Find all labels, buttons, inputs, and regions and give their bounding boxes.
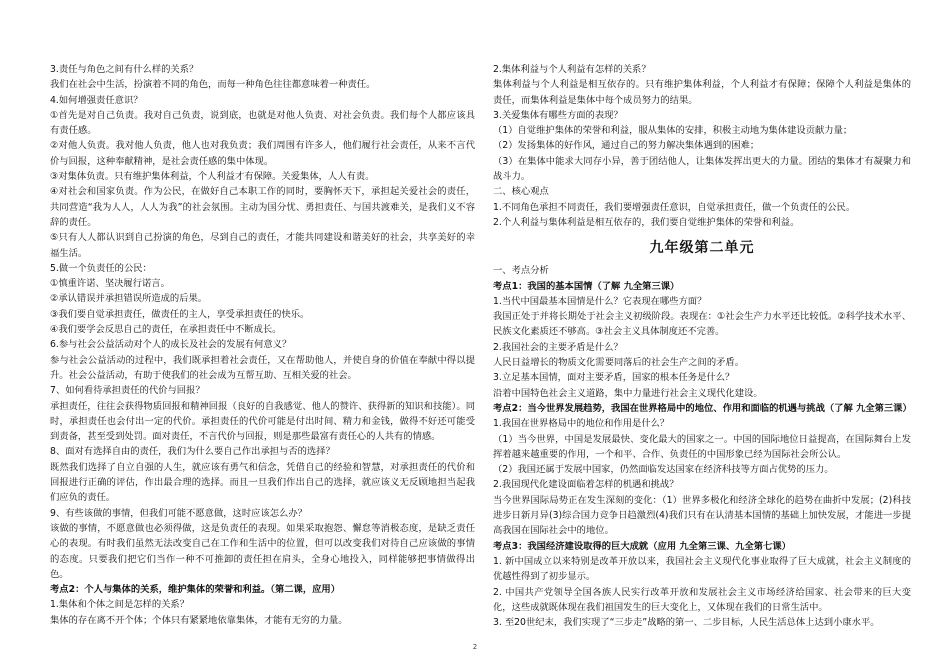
paragraph: 我国正处于并将长期处于社会主义初级阶段。表现在：①社会生产力水平还比较低。②科学技术水平、民族文化素质还不够高。③社会主义具体制度还不完善。 — [493, 311, 911, 338]
paragraph: 集体利益与个人利益是相互依存的。只有维护集体利益，个人利益才有保障；保障个人利益是集体的责任，而集体利益是集体中每个成员努力的结果。 — [493, 79, 911, 106]
right-column-top-section — [493, 62, 911, 230]
paragraph: 8、面对有选择自由的责任，我们为什么要自己作出承担与否的选择？ — [50, 446, 335, 458]
paragraph: 3. 至20世纪末，我们实现了“三步走”战略的第一、二步目标，人民生活总体上达到小康水平。 — [493, 617, 880, 629]
paragraph: 一、考点分析 — [493, 265, 549, 277]
paragraph: 2. 中国共产党领导全国各族人民实行改革开放和发展社会主义市场经济给国家、社会带来的巨大变化，这些成就既体现在我们祖国发生的巨大变化上，又体现在我们的日常生活中。 — [493, 586, 911, 613]
paragraph: ②对他人负责。我对他人负责，他人也对我负责；我们周围有许多人，他们履行社会责任，从来不言代价与回报，这种奉献精神，是社会责任感的集中体现。 — [50, 140, 475, 167]
section-heading: 考点3：我国经济建设取得的巨大成就（应用 九全第三课、九全第七课） — [493, 540, 791, 552]
paragraph: 6.参与社会公益活动对个人的成长及社会的发展有何意义？ — [50, 339, 292, 351]
paragraph: ③对集体负责。只有维护集体利益，个人利益才有保障。关爱集体，人人有责。 — [50, 171, 375, 183]
section-heading: 考点2：当今世界发展趋势，我国在世界格局中的地位、作用和面临的机遇与挑战（了解 九全第三课） — [493, 402, 912, 414]
paragraph: ①首先是对自己负责。我对自己负责，说到底，也就是对他人负责、对社会负责。我们每个人都应该具有责任感。 — [50, 109, 475, 137]
paragraph: 5.做一个负责任的公民： — [50, 262, 152, 274]
paragraph: 1.集体和个体之间是怎样的关系？ — [50, 599, 190, 611]
paragraph: （2）我国还属于发展中国家，仍然面临发达国家在经济科技等方面占优势的压力。 — [493, 464, 834, 476]
paragraph: 7、如何看待承担责任的代价与回报？ — [50, 385, 205, 397]
paragraph: ①慎重许诺、坚决履行诺言。 — [50, 278, 170, 290]
paragraph: 集体的存在离不开个体；个体只有紧紧地依靠集体，才能有无穷的力量。 — [50, 614, 348, 626]
right-column-bottom-section — [493, 263, 911, 630]
paragraph: ④对社会和国家负责。作为公民，在做好自己本职工作的同时，要胸怀天下，承担起关爱社会的责任，共同营造“我为人人，人人为我”的社会氛围。主动为国分忧、勇担责任、与国共渡难关，是我们义不容辞的责任。 — [50, 186, 475, 228]
paragraph: 3.立足基本国情，面对主要矛盾，国家的根本任务是什么？ — [493, 372, 735, 384]
unit-title: 九年级第二单元 — [649, 240, 755, 257]
paragraph: 4.如何增强责任意识？ — [50, 94, 143, 106]
paragraph: （2）发扬集体的好作风，通过自己的努力解决集体遇到的困难； — [493, 140, 760, 152]
paragraph: 该做的事情，不愿意做也必须得做，这是负责任的表现。如果采取抱怨、懈怠等消极态度，是缺乏责任心的表现。有时我们虽然无法改变自己在工作和生活中的位置，但可以改变我们对待自己应该做的事情的态度。只要我们把它们当作一种不可推卸的责任担在肩头，全身心地投入，同样能够把事情做得出色。 — [50, 522, 475, 580]
paragraph: 二、核心观点 — [493, 186, 549, 198]
left-column — [50, 62, 475, 628]
paragraph: 沿着中国特色社会主义道路，集中力量进行社会主义现代化建设。 — [493, 387, 763, 399]
paragraph: 1.不同角色承担不同责任，我们要增强责任意识，自觉承担责任，做一个负责任的公民。 — [493, 201, 856, 213]
paragraph: 当今世界国际局势正在发生深刻的变化：（1）世界多极化和经济全球化的趋势在曲折中发展；(2)科技进步日新月异(3)综合国力竞争日趋激烈(4)我们只有在认清基本国情的基础上加快发展，才能进一步提高我国在国际社会中的地位。 — [493, 494, 911, 537]
paragraph: （1）当今世界，中国是发展最快、变化最大的国家之一。中国的国际地位日益提高，在国际舞台上发挥着越来越重要的作用，一个和平、合作、负责任的中国形象已经为国际社会所公认。 — [493, 433, 911, 460]
paragraph: 2.我国社会的主要矛盾是什么？ — [493, 341, 623, 353]
paragraph: 既然我们选择了自立自强的人生，就应该有勇气和信念，凭借自己的经验和智慧，对承担责任的代价和回报进行正确的评估，作出最合理的选择。而且一旦我们作出自己的选择，就应该义无反顾地担当起我们应负的责任。 — [50, 461, 475, 504]
paragraph: ④我们要学会反思自己的责任，在承担责任中不断成长。 — [50, 324, 282, 336]
paragraph: 3.关爱集体有哪些方面的表现？ — [493, 109, 623, 121]
paragraph: 2.我国现代化建设面临着怎样的机遇和挑战？ — [493, 479, 679, 491]
paragraph: ③我们要自觉承担责任，做责任的主人，享受承担责任的快乐。 — [50, 308, 310, 320]
section-heading: 考点1：我国的基本国情（了解 九全第三课） — [493, 280, 680, 292]
paragraph: 3.责任与角色之间有什么样的关系？ — [50, 64, 199, 75]
paragraph: 1.当代中国最基本国情是什么？它表现在哪些方面？ — [493, 295, 707, 307]
paragraph: 2.个人利益与集体利益是相互依存的，我们要自觉维护集体的荣誉和利益。 — [493, 216, 800, 228]
paragraph: 1.我国在世界格局中的地位和作用是什么？ — [493, 418, 670, 430]
paragraph: 1. 新中国成立以来特别是改革开放以来，我国社会主义现代化事业取得了巨大成就，社会主义制度的优越性得到了初步显示。 — [493, 555, 911, 583]
paragraph: ⑤只有人人都认识到自己扮演的角色，尽到自己的责任，才能共同建设和谐美好的社会，共享美好的幸福生活。 — [50, 232, 475, 259]
paragraph: （3）在集体中能求大同存小异，善于团结他人，让集体发挥出更大的力量。团结的集体才有凝聚力和战斗力。 — [493, 155, 911, 183]
paragraph: 参与社会公益活动的过程中，我们既承担着社会责任，又在帮助他人，并使自身的价值在奉献中得以提升。社会公益活动，有助于使我们的社会成为互帮互助、互相关爱的社会。 — [50, 354, 475, 381]
paragraph: 我们在社会中生活，扮演着不同的角色，而每一种角色往往都意味着一种责任。 — [50, 79, 376, 91]
paragraph: 人民日益增长的物质文化需要同落后的社会生产之间的矛盾。 — [493, 357, 745, 369]
paragraph: （1）自觉维护集体的荣誉和利益，服从集体的安排，积极主动地为集体建设贡献力量； — [493, 125, 853, 137]
paragraph: 9、有些该做的事情，但我们可能不愿意做，这时应该怎么办？ — [50, 507, 307, 519]
paragraph: 承担责任，往往会获得物质回报和精神回报（良好的自我感觉、他人的赞许、获得新的知识和技能）。同时，承担责任也会付出一定的代价。承担责任的代价可能是付出时间、精力和金钱，做得不好还可能受到责备，甚至受到处罚。面对责任，不言代价与回报，则是那些最富有责任心的人共有的情感。 — [50, 400, 475, 443]
page-number: 2 — [472, 643, 478, 651]
paragraph: ②承认错误并承担错误所造成的后果。 — [50, 293, 208, 305]
paragraph: 2.集体利益与个人利益有怎样的关系？ — [493, 64, 651, 75]
section-heading: 考点2：个人与集体的关系，维护集体的荣誉和利益。（第二课，应用） — [50, 584, 341, 596]
right-column — [493, 62, 911, 630]
